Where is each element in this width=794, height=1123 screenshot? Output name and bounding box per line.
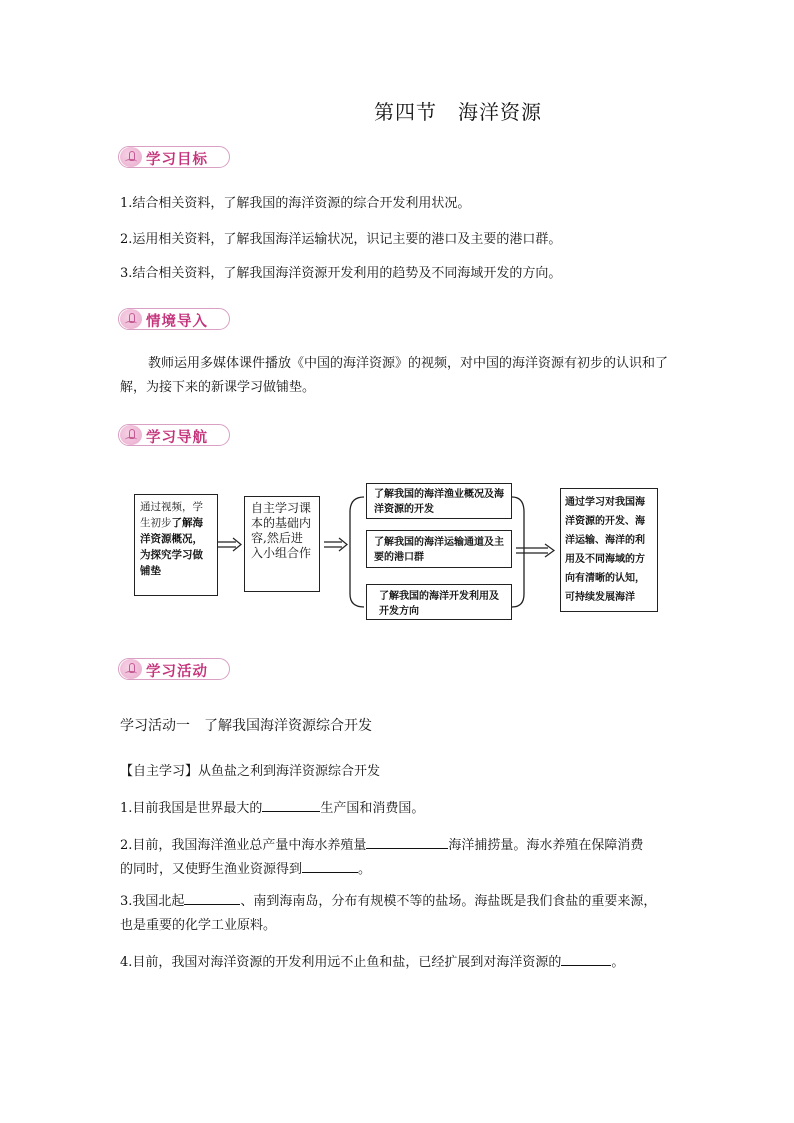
question-2: 2.目前，我国海洋渔业总产量中海水养殖量 海洋捕捞量。海水养殖在保障消费 的同时，又使野生渔业资源得到 。 bbox=[120, 834, 643, 882]
flow-box-plain-text: 通过视频，学生初步 bbox=[140, 501, 203, 529]
page-title: 第四节 海洋资源 bbox=[374, 100, 542, 124]
arrow-right-icon bbox=[218, 538, 241, 551]
section-label: 情境导入 bbox=[146, 314, 208, 330]
arrow-right-icon bbox=[324, 538, 347, 551]
goal-item: 2.运用相关资料，了解我国海洋运输状况，识记主要的港口及主要的港口群。 bbox=[120, 232, 562, 247]
goal-item: 1.结合相关资料，了解我国的海洋资源的综合开发利用状况。 bbox=[120, 196, 471, 211]
activity-heading: 学习活动一 了解我国海洋资源综合开发 bbox=[120, 718, 372, 734]
flow-branch-transport: 了解我国的海洋运输通道及主要的港口群 bbox=[366, 530, 512, 568]
question-1: 1.目前我国是世界最大的 生产国和消费国。 bbox=[120, 798, 424, 819]
branch-bracket bbox=[512, 497, 524, 607]
intro-paragraph: 教师运用多媒体课件播放《中国的海洋资源》的视频，对中国的海洋资源有初步的认识和了解，为接下来的新课学习做铺垫。 bbox=[120, 356, 669, 395]
lamp-icon bbox=[120, 659, 142, 679]
flow-box-self-study: 自主学习课本的基础内容,然后进入小组合作 bbox=[244, 496, 320, 592]
flow-box-bold-text: 了解海洋资源概况，为探究学习做铺垫 bbox=[140, 517, 203, 577]
arrow-right-icon bbox=[516, 544, 554, 557]
goal-item: 3.结合相关资料，了解我国海洋资源开发利用的趋势及不同海域开发的方向。 bbox=[120, 266, 562, 281]
flow-branch-development: 了解我国的海洋开发利用及开发方向 bbox=[366, 584, 512, 620]
answer-blank[interactable] bbox=[262, 798, 320, 812]
branch-bracket bbox=[350, 497, 364, 607]
section-label: 学习导航 bbox=[146, 430, 208, 446]
question-4: 4.目前，我国对海洋资源的开发利用远不止鱼和盐，已经扩展到对海洋资源的 。 bbox=[120, 952, 624, 973]
answer-blank[interactable] bbox=[302, 859, 358, 873]
self-study-heading: 【自主学习】从鱼盐之利到海洋资源综合开发 bbox=[120, 764, 381, 779]
answer-blank[interactable] bbox=[561, 952, 611, 966]
flow-box-video bbox=[134, 494, 218, 596]
section-label: 学习目标 bbox=[146, 152, 208, 168]
answer-blank[interactable] bbox=[366, 835, 448, 849]
answer-blank[interactable] bbox=[184, 891, 240, 905]
section-label: 学习活动 bbox=[146, 664, 208, 680]
flow-branch-fishery: 了解我国的海洋渔业概况及海洋资源的开发 bbox=[366, 483, 512, 519]
section-badge-activity bbox=[118, 658, 230, 682]
question-3: 3.我国北起 、南到海南岛，分布有规模不等的盐场。海盐既是我们食盐的重要来源， 也是重要的化学工业原料。 bbox=[120, 890, 656, 938]
flow-box-result: 通过学习对我国海洋资源的开发、海洋运输、海洋的利用及不同海域的方向有清晰的认知，可持续发展海洋 bbox=[560, 488, 658, 612]
